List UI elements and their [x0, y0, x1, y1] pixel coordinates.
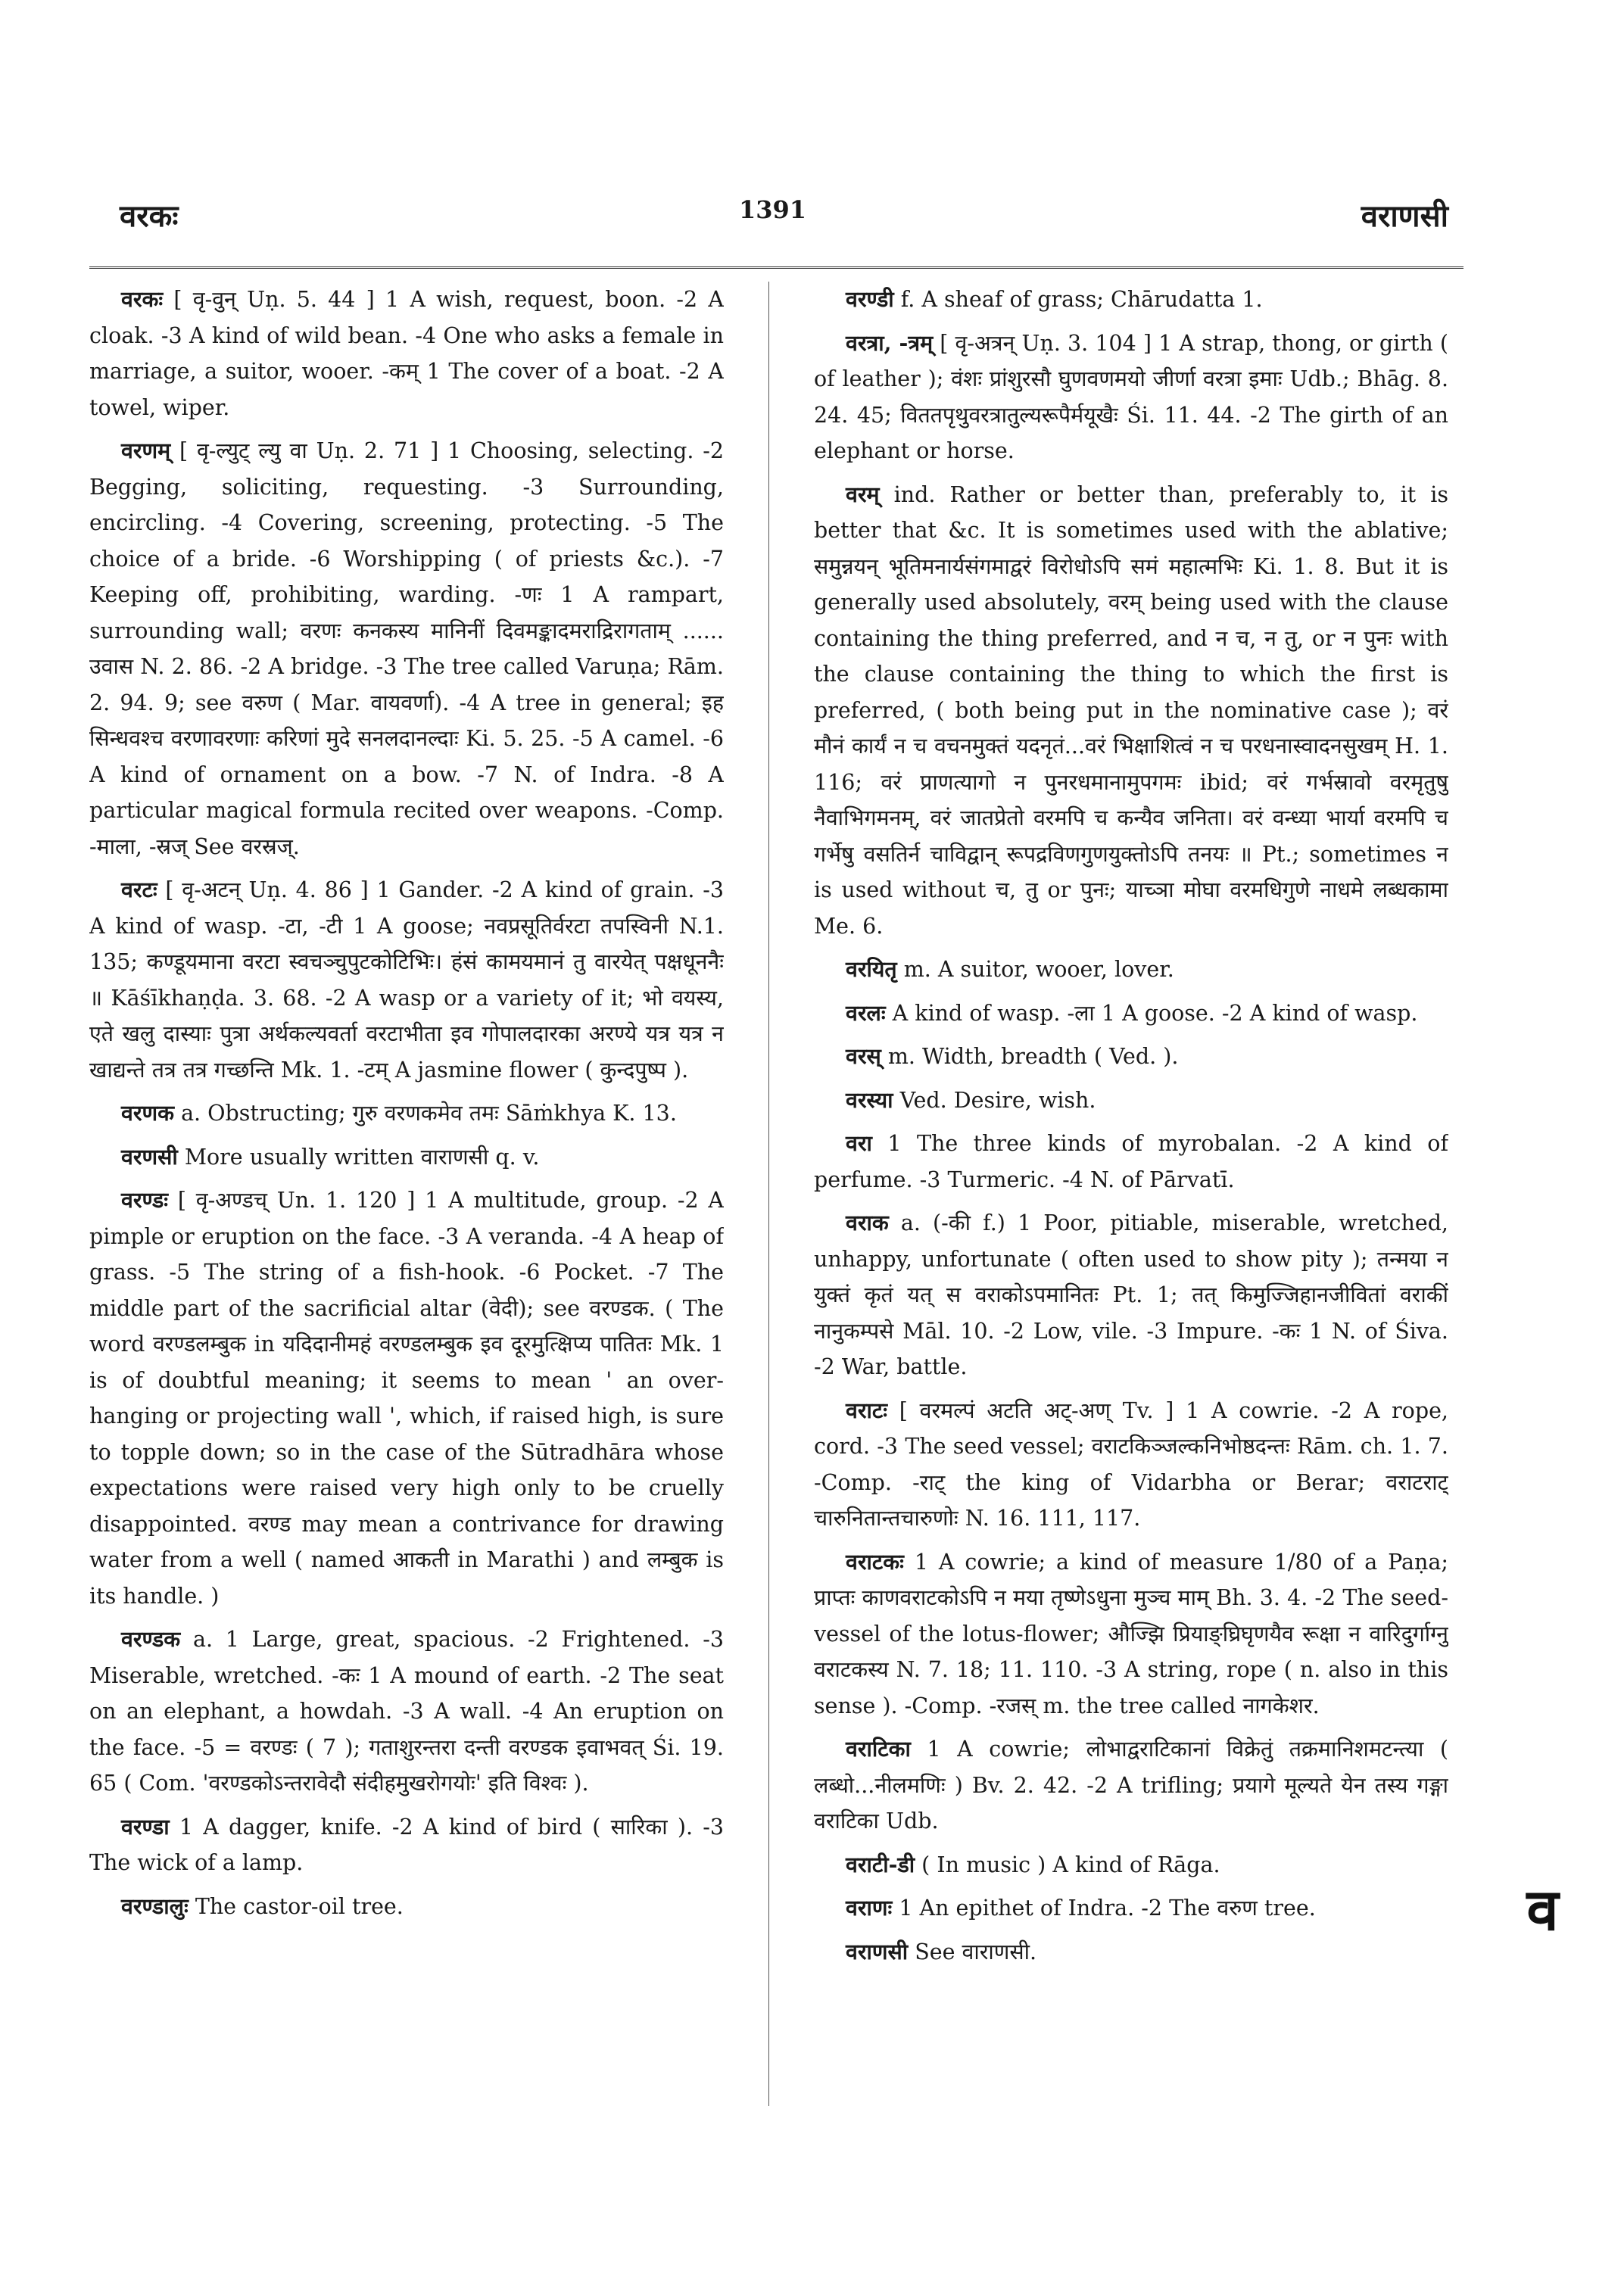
- entry-definition: [ वृ-ल्युट् ल्यु वा Uṇ. 2. 71 ] 1 Choosing, selecting. -2 Begging, soliciting, requesting. -3 Surrounding, encircling. -4 Covering, screening, protecting. -5 The choice of a bride. -6 Worshipping ( of priests &c.). -7 Keeping off, prohibiting, warding. -णः 1 A rampart, surrounding wall; वरणः कनकस्य मानिनीं दिवमङ्कादमराद्रिरागताम् ...... उवास N. 2. 86. -2 A bridge. -3 The tree called Varuṇa; Rām. 2. 94. 9; see वरुण ( Mar. वायवर्णा). -4 A tree in general; इह सिन्धवश्च वरणावरणाः करिणां मुदे सनलदानल्दाः Ki. 5. 25. -5 A camel. -6 A kind of ornament on a bow. -7 N. of Indra. -8 A particular magical formula recited over weapons. -Comp. -माला, -स्रज् See वरस्रज्.: [89, 438, 724, 859]
- entry-headword: वराक: [846, 1210, 889, 1235]
- entry-headword: वरा: [846, 1130, 872, 1156]
- entry-headword: वराटः: [846, 1397, 888, 1423]
- dictionary-entry: [814, 1393, 1448, 1537]
- dictionary-entry: [814, 1544, 1448, 1724]
- dictionary-entry: [89, 872, 724, 1088]
- thumb-index-letter: व: [1507, 1872, 1579, 1948]
- left-column: [89, 282, 724, 2114]
- left-running-headword: वरकः: [120, 198, 179, 234]
- entry-definition: Ved. Desire, wish.: [899, 1087, 1096, 1113]
- entry-headword: वराटी-डी: [846, 1851, 915, 1877]
- running-header: [89, 188, 1456, 241]
- entry-definition: 1 A cowrie; a kind of measure 1/80 of a Paṇa; प्राप्तः काणवराटकोऽपि न मया तृष्णेऽधुना मुञ्च माम् Bh. 3. 4. -2 The seed-vessel of the lotus-flower; औज्झि प्रियाङ्घ्रिघृणयैव रूक्षा न वारिदुर्गाग्नु वराटकस्य N. 7. 18; 11. 110. -3 A string, rope ( n. also in this sense ). -Comp. -रजस् m. the tree called नागकेशर.: [814, 1549, 1448, 1718]
- dictionary-entry: [89, 1622, 724, 1802]
- dictionary-entry: [814, 1205, 1448, 1385]
- entry-headword: वरयितृ: [846, 956, 897, 982]
- dictionary-entry: [814, 1890, 1448, 1927]
- entry-headword: वराणः: [846, 1895, 893, 1921]
- entry-definition: [ वृ-अटन् Uṇ. 4. 86 ] 1 Gander. -2 A kind of grain. -3 A kind of wasp. -टा, -टी 1 A goose; नवप्रसूतिर्वरटा तपस्विनी N.1. 135; कण्डूयमाना वरटा स्वचञ्चुपुटकोटिभिः। हंसं कामयमानं तु वारयेत् पक्षधूननैः ॥ Kāśīkhaṇḍa. 3. 68. -2 A wasp or a variety of it; भो वयस्य, एते खलु दास्याः पुत्रा अर्थकल्यवर्ता वरटाभीता इव गोपालदारका अरण्ये यत्र यत्र न खाद्यन्ते तत्र तत्र गच्छन्ति Mk. 1. -टम् A jasmine flower ( कुन्दपुष्प ).: [89, 877, 724, 1083]
- entry-definition: [ वृ-अण्डच् Un. 1. 120 ] 1 A multitude, group. -2 A pimple or eruption on the face. -3 A veranda. -4 A heap of grass. -5 The string of a fish-hook. -6 Pocket. -7 The middle part of the sacrificial altar (वेदी); see वरण्डक. ( The word वरण्डलम्बुक in यदिदानीमहं वरण्डलम्बुक इव दूरमुत्क्षिप्य पातितः Mk. 1 is of doubtful meaning; it seems to mean ' an over-hanging or projecting wall ', which, if raised high, is sure to topple down; so in the case of the Sūtradhāra whose expectations were raised very high only to be cruelly disappointed. वरण्ड may mean a contrivance for drawing water from a well ( named आकती in Marathi ) and लम्बुक is its handle. ): [89, 1188, 724, 1609]
- page-number: 1391: [738, 195, 807, 224]
- entry-definition: [ वृ-अत्रन् Uṇ. 3. 104 ] 1 A strap, thong, or girth ( of leather ); वंशः प्रांशुरसौ घुणवणमयो जीर्णा वरत्रा इमाः Udb.; Bhāg. 8. 24. 45; विततपृथुवरत्रातुल्यरूपैर्मयूखैः Śi. 11. 44. -2 The girth of an elephant or horse.: [814, 330, 1448, 463]
- entry-headword: वरलः: [846, 999, 886, 1026]
- entry-definition: More usually written वाराणसी q. v.: [184, 1144, 540, 1170]
- entry-headword: वरस्: [846, 1043, 881, 1069]
- dictionary-entry: [814, 1126, 1448, 1198]
- entry-headword: वरत्रा, -त्रम्: [846, 329, 934, 356]
- entry-headword: वरण्डी: [846, 286, 894, 312]
- dictionary-entry: [814, 326, 1448, 469]
- right-running-headword: वराणसी: [1361, 198, 1448, 234]
- entry-headword: वरणसी: [121, 1143, 178, 1170]
- entry-headword: वरण्डक: [121, 1626, 181, 1652]
- entry-headword: वरण्डालुः: [121, 1893, 189, 1919]
- header-rule: [89, 266, 1463, 269]
- dictionary-entry: [89, 1809, 724, 1881]
- entry-definition: a. 1 Large, great, spacious. -2 Frightened. -3 Miserable, wretched. -कः 1 A mound of earth. -2 The seat on an elephant, a howdah. -3 A wall. -4 An eruption on the face. -5 = वरण्डः ( 7 ); गताशुरन्तरा दन्ती वरण्डक इवाभवत् Śi. 19. 65 ( Com. 'वरण्डकोऽन्तरावेदौ संदीहमुखरोगयोः' इति विश्वः ).: [89, 1627, 724, 1796]
- entry-definition: ( In music ) A kind of Rāga.: [921, 1852, 1220, 1877]
- right-column: [814, 282, 1448, 2114]
- entry-definition: m. A suitor, wooer, lover.: [903, 957, 1174, 982]
- entry-headword: वरण्डा: [121, 1813, 170, 1840]
- dictionary-entry: [814, 952, 1448, 988]
- dictionary-entry: [814, 1039, 1448, 1075]
- dictionary-entry: [814, 477, 1448, 945]
- entry-definition: 1 A dagger, knife. -2 A kind of bird ( सारिका ). -3 The wick of a lamp.: [89, 1814, 724, 1875]
- entry-definition: f. A sheaf of grass; Chārudatta 1.: [900, 287, 1263, 312]
- entry-headword: वराटकः: [846, 1548, 904, 1575]
- dictionary-entry: [89, 1139, 724, 1176]
- entry-headword: वरण्डः: [121, 1187, 169, 1213]
- entry-definition: 1 An epithet of Indra. -2 The वरुण tree.: [899, 1896, 1316, 1921]
- dictionary-entry: [814, 1083, 1448, 1119]
- dictionary-entry: [89, 1182, 724, 1614]
- dictionary-entry: [814, 1731, 1448, 1840]
- entry-definition: [ वृ-वुन् Uṇ. 5. 44 ] 1 A wish, request, boon. -2 A cloak. -3 A kind of wild bean. -4 One who asks a female in marriage, a suitor, wooer. -कम् 1 The cover of a boat. -2 A towel, wiper.: [89, 287, 724, 420]
- entry-headword: वराटिका: [846, 1736, 911, 1762]
- entry-headword: वरस्या: [846, 1086, 893, 1113]
- entry-definition: a. Obstructing; गुरु वरणकमेव तमः Sāṁkhya K. 13.: [181, 1101, 677, 1126]
- entry-definition: The castor-oil tree.: [195, 1893, 404, 1919]
- column-divider: [768, 282, 769, 2106]
- entry-headword: वराणसी: [846, 1938, 909, 1964]
- dictionary-entry: [814, 995, 1448, 1032]
- dictionary-entry: [89, 433, 724, 865]
- entry-headword: वरटः: [121, 877, 157, 902]
- entry-definition: A kind of wasp. -ला 1 A goose. -2 A kind of wasp.: [892, 1000, 1418, 1026]
- dictionary-entry: [814, 1847, 1448, 1883]
- entry-headword: वरणक: [121, 1100, 174, 1126]
- dictionary-entry: [814, 1934, 1448, 1971]
- entry-definition: m. Width, breadth ( Ved. ).: [887, 1044, 1179, 1069]
- entry-definition: ind. Rather or better than, preferably to, it is better that &c. It is sometimes used with the ablative; समुन्नयन् भूतिमनार्यसंगमाद्वरं विरोधोऽपि समं महात्मभिः Ki. 1. 8. But it is generally used absolutely, वरम् being used with the clause containing the thing preferred, and न च, न तु, or न पुनः with the clause containing the thing to which the first is preferred, ( both being put in the nominative case ); वरं मौनं कार्यं न च वचनमुक्तं यदनृतं...वरं भिक्षाशित्वं न च परधनास्वादनसुखम् H. 1. 116; वरं प्राणत्यागो न पुनरधमानामुपगमः ibid; वरं गर्भस्रावो वरमृतुषु नैवाभिगमनम्, वरं जातप्रेतो वरमपि च कन्यैव जनिता। वरं वन्ध्या भार्या वरमपि च गर्भेषु वसतिर्न चाविद्वान् रूपद्रविणगुणयुक्तोऽपि तनयः ॥ Pt.; sometimes न is used without च, तु or पुनः; याच्ञा मोघा वरमधिगुणे नाधमे लब्धकामा Me. 6.: [814, 481, 1448, 939]
- entry-definition: 1 The three kinds of myrobalan. -2 A kind of perfume. -3 Turmeric. -4 N. of Pārvatī.: [814, 1131, 1448, 1192]
- entry-definition: See वाराणसी.: [915, 1939, 1037, 1964]
- entry-headword: वरणम्: [121, 438, 171, 463]
- dictionary-entry: [814, 282, 1448, 318]
- entry-headword: वरम्: [846, 481, 880, 507]
- thumb-index-tab: [1507, 1866, 1579, 1957]
- entry-headword: वरकः: [121, 286, 164, 312]
- entry-definition: [ वरमल्पं अटति अट्-अण् Tv. ] 1 A cowrie. -2 A rope, cord. -3 The seed vessel; वराटकिञ्जल्कनिभोष्ठदन्तः Rām. ch. 1. 7. -Comp. -राट् the king of Vidarbha or Berar; वराटराट् चारुनितान्तचारुणोः N. 16. 111, 117.: [814, 1397, 1448, 1531]
- dictionary-entry: [89, 1095, 724, 1132]
- dictionary-entry: [89, 282, 724, 425]
- dictionary-entry: [89, 1889, 724, 1925]
- entry-definition: a. (-की f.) 1 Poor, pitiable, miserable, wretched, unhappy, unfortunate ( often used to show pity ); तन्मया न युक्तं कृतं यत् स वराकोऽपमानितः Pt. 1; तत् किमुज्जिहानजीवितां वराकीं नानुकम्पसे Māl. 10. -2 Low, vile. -3 Impure. -कः 1 N. of Śiva. -2 War, battle.: [814, 1210, 1448, 1379]
- entry-definition: 1 A cowrie; लोभाद्वराटिकानां विक्रेतुं तक्रमानिशमटन्त्या ( लब्धो...नीलमणिः ) Bv. 2. 42. -2 A trifling; प्रयागे मूल्यते येन तस्य गङ्गा वराटिका Udb.: [814, 1737, 1448, 1833]
